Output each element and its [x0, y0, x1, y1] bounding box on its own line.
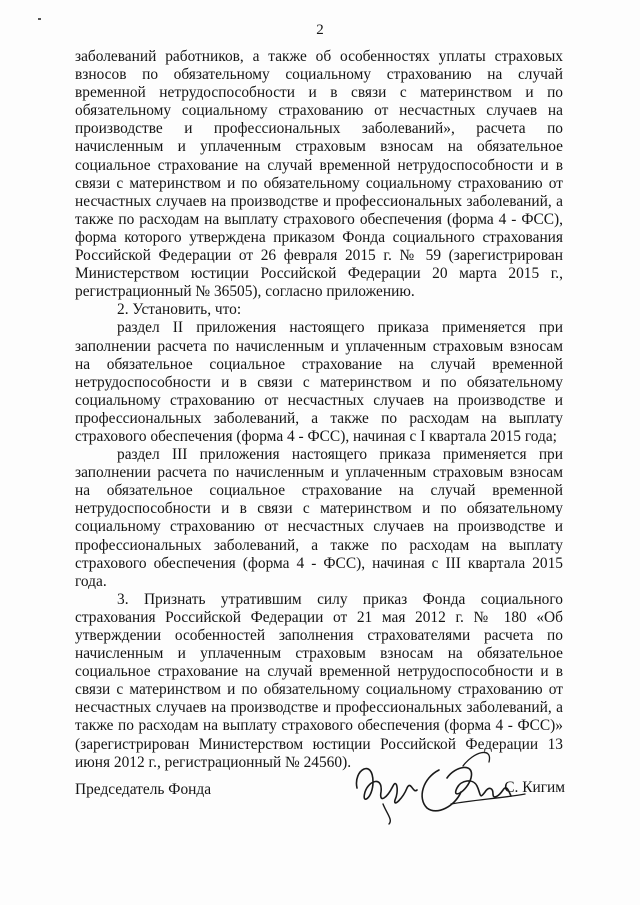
paragraph-item-3: 3. Признать утратившим силу приказ Фонда социального страхования Российской Федерации от 21 мая 2012 г. № 180 «Об утверждении особенностей заполнения страхователями расчета по начисленным и уплаченным страховым взносам на обязательное социальное страхование на случай временной нетрудоспособности и в связи с материнством и по обязательному социальному страхованию от несчастных случаев на производстве и профессиональных заболеваний, а также по расходам на выплату страхового обеспечения (форма 4 - ФСС)» (зарегистрирован Министерством юстиции Российской Федерации 13 июня 2012 г., регистрационный № 24560). — [75, 590, 563, 771]
paragraph-continuation: заболеваний работников, а также об особенностях уплаты страховых взносов по обязательному социальному страхованию на случай временной нетрудоспособности и в связи с материнством и по обязательному социальному страхованию от несчастных случаев на производстве и профессиональных заболеваний», расчета по начисленным и уплаченным страховым взносам на обязательное социальное страхование на случай временной нетрудоспособности и в связи с материнством и по обязательному социальному страхованию от несчастных случаев на производстве и профессиональных заболеваний, а также по расходам на выплату страхового обеспечения (форма 4 - ФСС), форма которого утверждена приказом Фонда социального страхования Российской Федерации от 26 февраля 2015 г. № 59 (зарегистрирован Министерством юстиции Российской Федерации 20 марта 2015 г., регистрационный № 36505), согласно приложению. — [75, 48, 563, 301]
paragraph-item-2: 2. Установить, что: — [117, 301, 242, 319]
paragraph-section-2: раздел II приложения настоящего приказа применяется при заполнении расчета по начисленным и уплаченным страховым взносам на обязательное социальное страхование на случай временной нетрудоспособности и в связи с материнством и по обязательному социальному страхованию от несчастных случаев на производстве и профессиональных заболеваний, а также по расходам на выплату страхового обеспечения (форма 4 - ФСС), начиная с I квартала 2015 года; — [75, 319, 563, 445]
signatory-name: С. Кигим — [504, 779, 565, 796]
page-number: 2 — [316, 22, 324, 38]
document-body — [75, 48, 563, 772]
scan-speck — [38, 18, 41, 20]
signatory-title: Председатель Фонда — [75, 781, 212, 798]
paragraph-section-3: раздел III приложения настоящего приказа применяется при заполнении расчета по начисленным и уплаченным страховым взносам на обязательное социальное страхование на случай временной нетрудоспособности и в связи с материнством и по обязательному социальному страхованию от несчастных случаев на производстве и профессиональных заболеваний, а также по расходам на выплату страхового обеспечения (форма 4 - ФСС), начиная с III квартала 2015 года. — [75, 446, 563, 590]
signature-block — [75, 748, 565, 838]
